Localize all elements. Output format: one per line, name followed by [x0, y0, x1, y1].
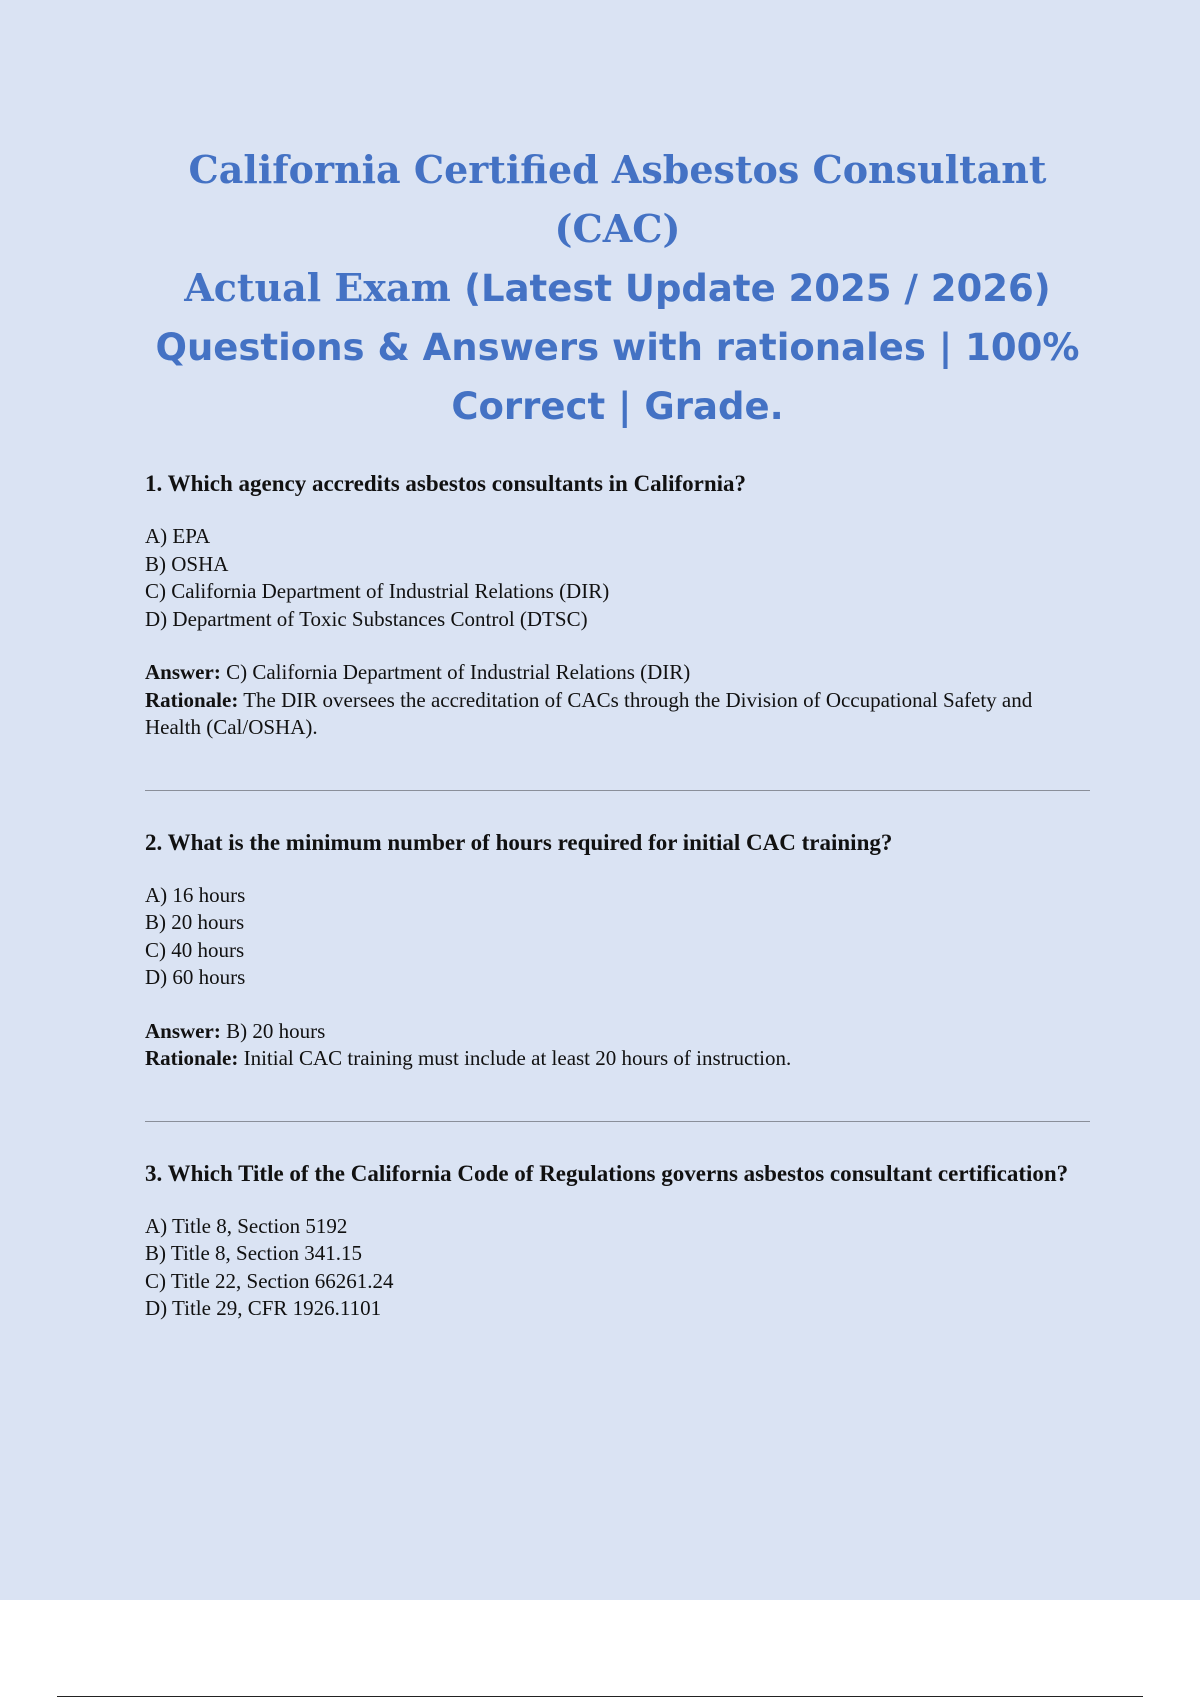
option-item: C) California Department of Industrial Relations (DIR) — [145, 579, 610, 603]
question-block-2 — [145, 827, 1090, 1073]
title-line-4: Correct | Grade. — [451, 385, 784, 428]
option-item: A) Title 8, Section 5192 — [145, 1213, 348, 1238]
question-1-text: 1. Which agency accredits asbestos consultants in California? — [145, 471, 747, 496]
rationale-label: Rationale: — [145, 687, 239, 712]
option-item: D) Title 29, CFR 1926.1101 — [145, 1296, 382, 1320]
title-line-2a: Actual Exam — [184, 265, 465, 310]
question-2-rationale — [145, 1045, 1090, 1073]
question-1-options — [145, 523, 1090, 633]
rationale-label: Rationale: — [145, 1046, 239, 1070]
option-item: D) Department of Toxic Substances Control (DTSC) — [145, 606, 588, 631]
title-line-2 — [120, 258, 1115, 318]
document-title — [120, 140, 1115, 436]
option-item: B) 20 hours — [145, 910, 245, 934]
option-item: D) 60 hours — [145, 965, 246, 989]
answer-label: Answer: — [145, 1018, 221, 1043]
question-2-options — [145, 882, 1090, 992]
option-item: A) EPA — [145, 524, 211, 548]
question-2-text: 2. What is the minimum number of hours required for initial CAC training? — [145, 829, 893, 855]
question-block-3 — [145, 1158, 1090, 1323]
question-1-rationale — [145, 687, 1090, 742]
question-1-answer — [145, 659, 1090, 687]
title-line-1: California Certified Asbestos Consultant (CAC) — [188, 147, 1047, 251]
answer-value: B) 20 hours — [226, 1018, 326, 1043]
option-item: B) Title 8, Section 341.15 — [145, 1241, 363, 1265]
rationale-value: The DIR oversees the accreditation of CACs through the Division of Occupational Safety and Health (Cal/OSHA). — [145, 687, 1033, 739]
question-3-options — [145, 1213, 1090, 1323]
option-item: C) Title 22, Section 66261.24 — [145, 1268, 394, 1293]
option-item: B) OSHA — [145, 551, 229, 576]
title-line-3: Questions & Answers with rationales | 100% — [155, 326, 1080, 369]
section-divider — [145, 1121, 1090, 1122]
footer-rule — [57, 1696, 1143, 1697]
answer-label: Answer: — [145, 660, 221, 684]
title-line-2b: (Latest Update 2025 / 2026) — [464, 267, 1051, 310]
question-3-text: 3. Which Title of the California Code of Regulations governs asbestos consultant certification? — [145, 1160, 1069, 1186]
answer-value: C) California Department of Industrial Relations (DIR) — [226, 660, 691, 684]
question-2-answer — [145, 1018, 1090, 1046]
option-item: A) 16 hours — [145, 882, 246, 907]
question-block-1 — [145, 468, 1090, 742]
section-divider — [145, 790, 1090, 791]
option-item: C) 40 hours — [145, 937, 245, 962]
questions-content — [145, 468, 1090, 1349]
rationale-value: Initial CAC training must include at least 20 hours of instruction. — [243, 1046, 792, 1070]
